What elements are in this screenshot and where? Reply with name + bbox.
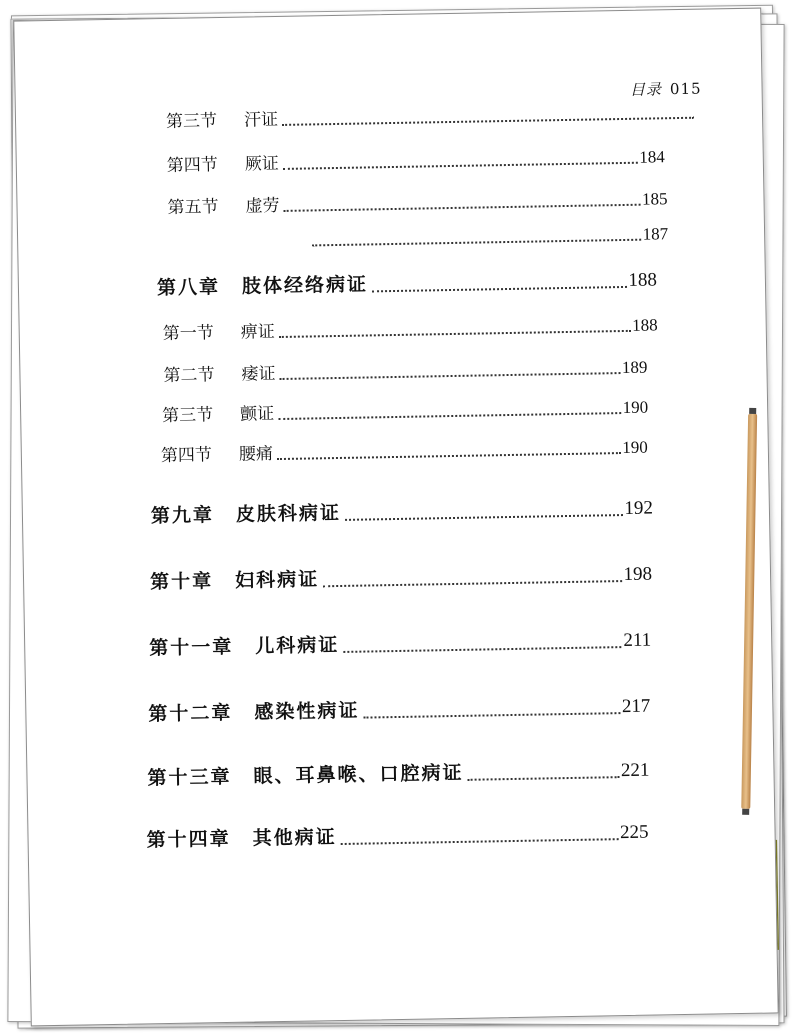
- chapter-title: 妇科病证: [234, 568, 320, 592]
- header-page-number: 015: [669, 79, 702, 99]
- toc-chapter[interactable]: [157, 264, 657, 300]
- section-number: 第一节: [162, 323, 214, 345]
- section-title: 痿证: [241, 364, 276, 385]
- section-number: 第四节: [166, 155, 219, 176]
- section-title: 颤证: [240, 404, 275, 425]
- toc-chapter[interactable]: [149, 625, 651, 661]
- toc-entry-continuation[interactable]: [308, 224, 668, 250]
- toc-entry[interactable]: [163, 310, 658, 344]
- toc-entry[interactable]: [162, 393, 648, 426]
- dot-leader: [468, 775, 619, 781]
- toc-entry[interactable]: [163, 353, 647, 386]
- page-number: 184: [639, 147, 665, 167]
- page-number: 198: [623, 563, 653, 586]
- page-number: 187: [642, 224, 669, 244]
- toc-entry[interactable]: [161, 433, 648, 466]
- toc-chapter[interactable]: [150, 559, 652, 595]
- toc-list: [14, 9, 777, 1026]
- toc-chapter[interactable]: [148, 691, 650, 727]
- dot-leader: [280, 371, 621, 380]
- dot-leader: [323, 579, 621, 587]
- dot-leader: [283, 161, 637, 170]
- dot-leader: [277, 451, 621, 460]
- section-title: 虚劳: [245, 195, 280, 217]
- dot-leader: [282, 116, 694, 126]
- dot-leader: [363, 711, 619, 718]
- page-number: 217: [621, 695, 651, 718]
- page-number: 221: [620, 759, 650, 782]
- section-title: 痹证: [240, 322, 275, 343]
- toc-chapter[interactable]: [147, 755, 649, 791]
- section-number: 第二节: [163, 365, 215, 387]
- chapter-title: 感染性病证: [254, 699, 360, 724]
- chapter-title: 肢体经络病证: [241, 273, 369, 298]
- dot-leader: [278, 411, 621, 420]
- chapter-number: 第十一章: [149, 635, 234, 660]
- dot-leader: [343, 645, 621, 653]
- page-number: 192: [624, 497, 654, 520]
- page-number: 190: [622, 437, 648, 458]
- header-label: 目录: [629, 80, 663, 99]
- section-title: 汗证: [243, 109, 279, 131]
- dot-leader: [345, 513, 622, 521]
- page-number: 188: [632, 315, 658, 335]
- section-number: 第四节: [160, 445, 213, 467]
- toc-entry[interactable]: [167, 184, 667, 218]
- chapter-number: 第十章: [149, 570, 214, 594]
- page-number: 188: [628, 269, 658, 291]
- section-title: 腰痛: [238, 444, 274, 465]
- page-number: 225: [619, 821, 649, 844]
- page-number: 185: [641, 189, 668, 209]
- toc-chapter[interactable]: [146, 817, 648, 853]
- chapter-number: 第十二章: [148, 701, 233, 726]
- chapter-title: 皮肤科病证: [235, 501, 342, 526]
- section-number: 第五节: [167, 197, 219, 218]
- section-number: 第三节: [165, 111, 218, 132]
- chapter-number: 第八章: [156, 276, 221, 300]
- dot-leader: [284, 203, 640, 212]
- chapter-number: 第十三章: [147, 765, 232, 790]
- chapter-title: 眼、耳鼻喉、口腔病证: [253, 761, 464, 788]
- page-number: 211: [623, 629, 652, 652]
- section-number: 第三节: [162, 405, 214, 427]
- toc-chapter[interactable]: [151, 493, 653, 529]
- section-title: 厥证: [244, 153, 279, 175]
- chapter-number: 第十四章: [146, 827, 231, 852]
- toc-page: [13, 8, 778, 1027]
- page-number: 190: [622, 397, 649, 418]
- dot-leader: [312, 238, 641, 247]
- dot-leader: [279, 329, 630, 338]
- dot-leader: [372, 285, 626, 292]
- chapter-title: 儿科病证: [255, 634, 340, 658]
- page-number: 189: [621, 357, 648, 378]
- toc-entry[interactable]: [167, 142, 665, 176]
- dot-leader: [341, 837, 618, 845]
- toc-entry[interactable]: [166, 98, 696, 132]
- chapter-number: 第九章: [150, 504, 215, 528]
- chapter-title: 其他病证: [252, 826, 337, 850]
